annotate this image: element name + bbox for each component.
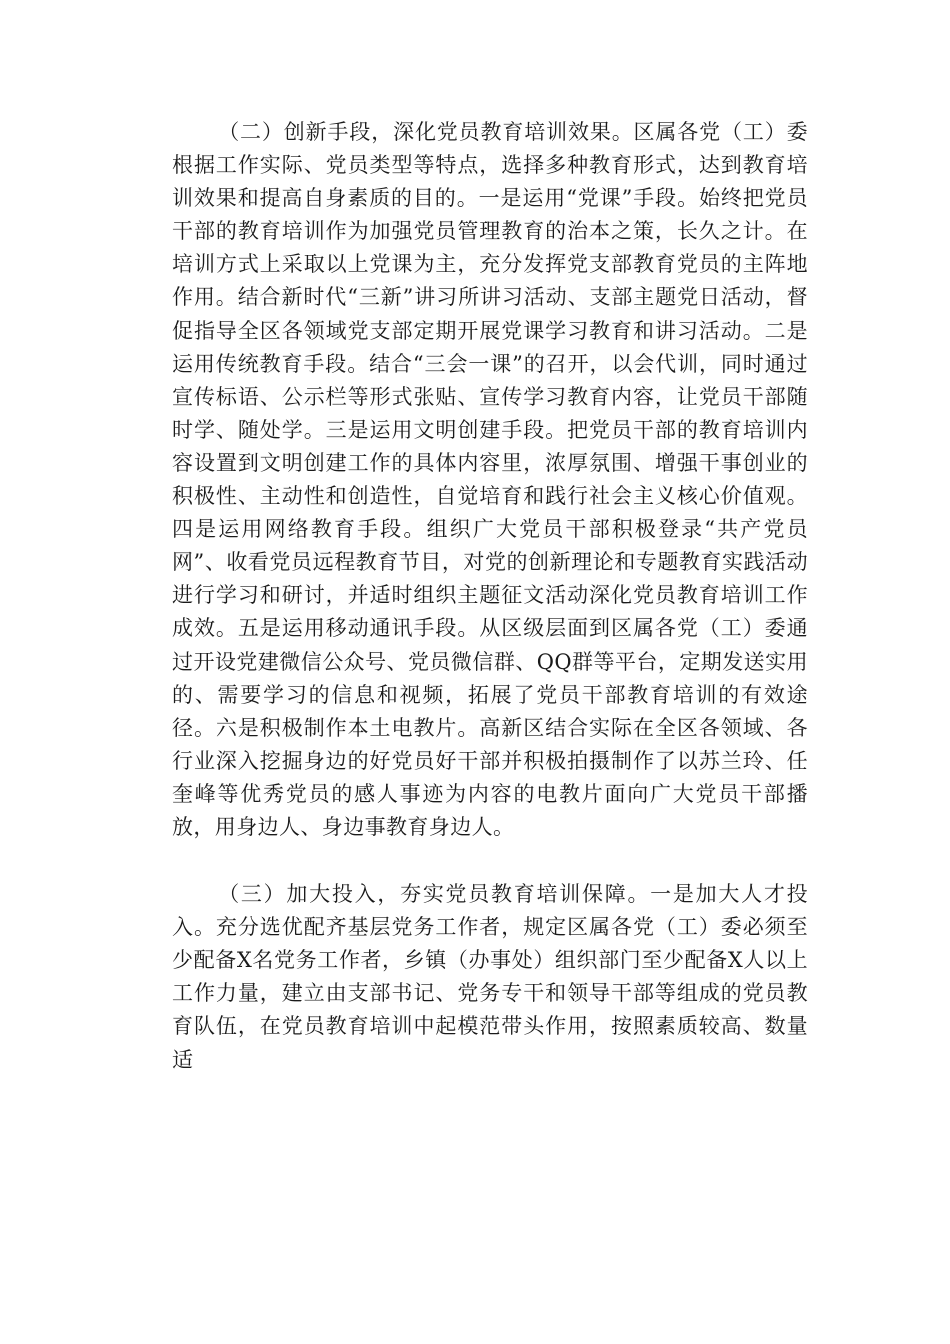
document-body <box>172 116 808 1077</box>
paragraph-section-2: （二）创新手段，深化党员教育培训效果。区属各党（工）委根据工作实际、党员类型等特点，选择多种教育形式，达到教育培训效果和提高自身素质的目的。一是运用“党课”手段。始终把党员干部的教育培训作为加强党员管理教育的治本之策，长久之计。在培训方式上采取以上党课为主，充分发挥党支部教育党员的主阵地作用。结合新时代“三新”讲习所讲习活动、支部主题党日活动，督促指导全区各领域党支部定期开展党课学习教育和讲习活动。二是运用传统教育手段。结合“三会一课”的召开，以会代训，同时通过宣传标语、公示栏等形式张贴、宣传学习教育内容，让党员干部随时学、随处学。三是运用文明创建手段。把党员干部的教育培训内容设置到文明创建工作的具体内容里，浓厚氛围、增强干事创业的积极性、主动性和创造性，自觉培育和践行社会主义核心价值观。四是运用网络教育手段。组织广大党员干部积极登录“共产党员网”、收看党员远程教育节目，对党的创新理论和专题教育实践活动进行学习和研讨，并适时组织主题征文活动深化党员教育培训工作成效。五是运用移动通讯手段。从区级层面到区属各党（工）委通过开设党建微信公众号、党员微信群、QQ群等平台，定期发送实用的、需要学习的信息和视频，拓展了党员干部教育培训的有效途径。六是积极制作本土电教片。高新区结合实际在全区各领域、各行业深入挖掘身边的好党员好干部并积极拍摄制作了以苏兰玲、任奎峰等优秀党员的感人事迹为内容的电教片面向广大党员干部播放，用身边人、身边事教育身边人。 <box>172 120 808 839</box>
paragraph-section-3: （三）加大投入，夯实党员教育培训保障。一是加大人才投入。充分选优配齐基层党务工作者，规定区属各党（工）委必须至少配备X名党务工作者，乡镇（办事处）组织部门至少配备X人以上工作力量，建立由支部书记、党务专干和领导干部等组成的党员教育队伍，在党员教育培训中起模范带头作用，按照素质较高、数量适 <box>172 882 808 1072</box>
